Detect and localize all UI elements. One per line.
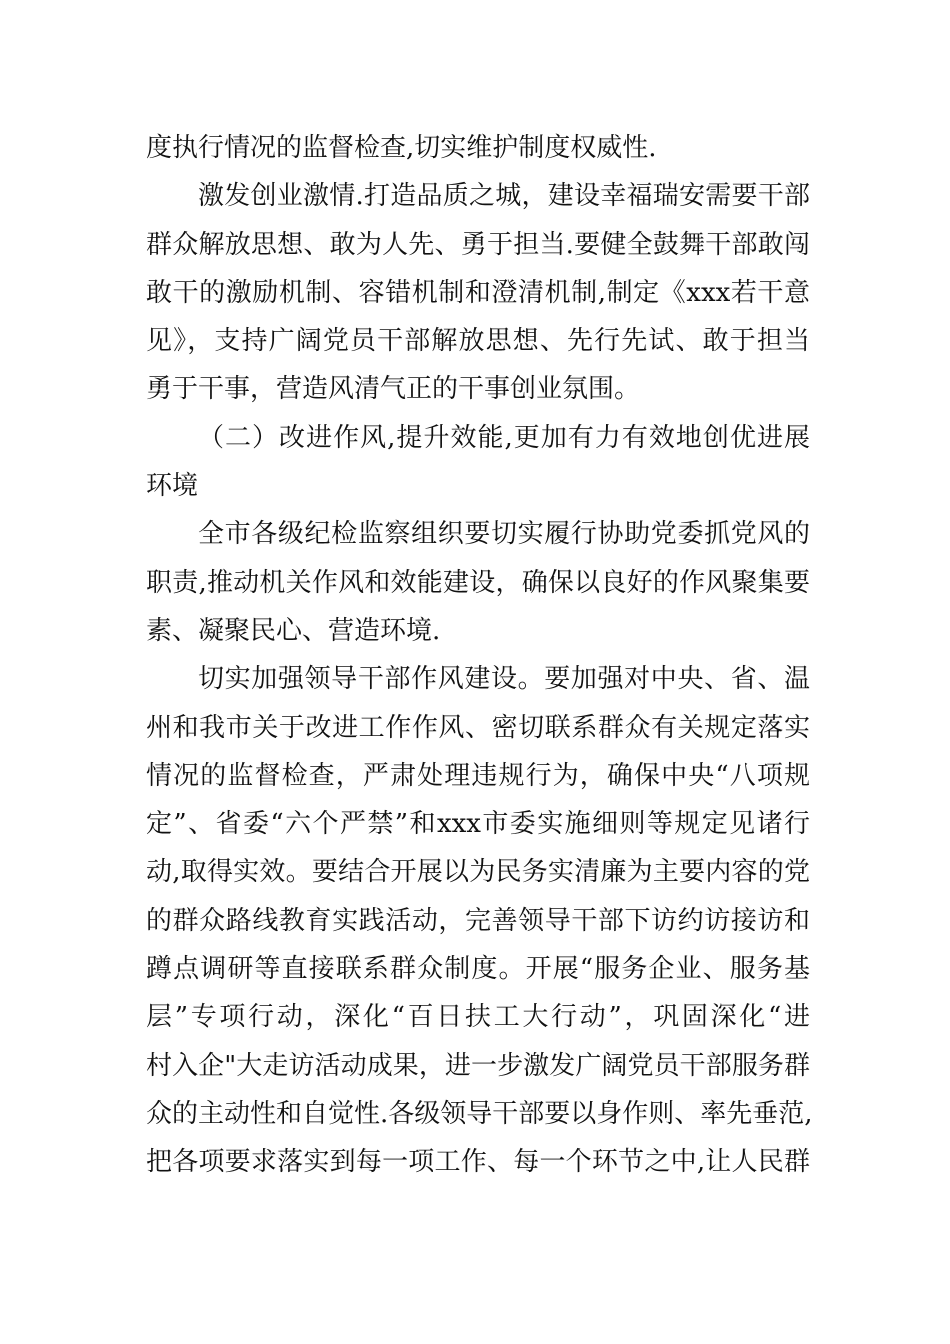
text-line: 动,取得实效。要结合开展以为民务实清廉为主要内容的党 (146, 857, 810, 888)
text-line: 情况的监督检查，严肃处理违规行为，确保中央“八项规 (146, 760, 810, 791)
text-line: 度执行情况的监督检查,切实维护制度权威性. (146, 133, 657, 163)
text-line: 州和我市关于改进工作作风、密切联系群众有关规定落实 (146, 712, 810, 743)
text-line: 层”专项行动，深化“百日扶工大行动”，巩固深化“进 (146, 1002, 810, 1033)
text-line: 村入企"大走访活动成果，进一步激发广阔党员干部服务群 (146, 1050, 810, 1081)
text-line: 见》，支持广阔党员干部解放思想、先行先试、敢于担当 (146, 326, 810, 357)
text-line: 勇于干事，营造风清气正的干事创业氛围。 (146, 374, 641, 405)
section-heading-line: 环境 (146, 471, 199, 502)
text-line: 群众解放思想、敢为人先、勇于担当.要健全鼓舞干部敢闯 (146, 229, 810, 260)
text-line: 素、凝聚民心、营造环境. (146, 615, 441, 646)
text-line: 切实加强领导干部作风建设。要加强对中央、省、温 (198, 664, 810, 695)
text-line: 敢干的激励机制、容错机制和澄清机制,制定《xxx若干意 (146, 277, 810, 308)
text-line: 职责,推动机关作风和效能建设，确保以良好的作风聚集要 (146, 567, 810, 598)
text-line: 定”、省委“六个严禁”和xxx市委实施细则等规定见诸行 (146, 809, 810, 840)
text-line: 众的主动性和自觉性.各级领导干部要以身作则、率先垂范, (146, 1098, 813, 1129)
text-line: 的群众路线教育实践活动，完善领导干部下访约访接访和 (146, 905, 810, 936)
text-line: 蹲点调研等直接联系群众制度。开展“服务企业、服务基 (146, 954, 810, 985)
text-line: 激发创业激情.打造品质之城，建设幸福瑞安需要干部 (198, 181, 810, 212)
text-line: 把各项要求落实到每一项工作、每一个环节之中,让人民群 (146, 1147, 810, 1178)
section-heading-line: （二）改进作风,提升效能,更加有力有效地创优进展 (198, 422, 810, 453)
text-line: 全市各级纪检监察组织要切实履行协助党委抓党风的 (198, 519, 810, 550)
body-text (146, 124, 813, 1187)
